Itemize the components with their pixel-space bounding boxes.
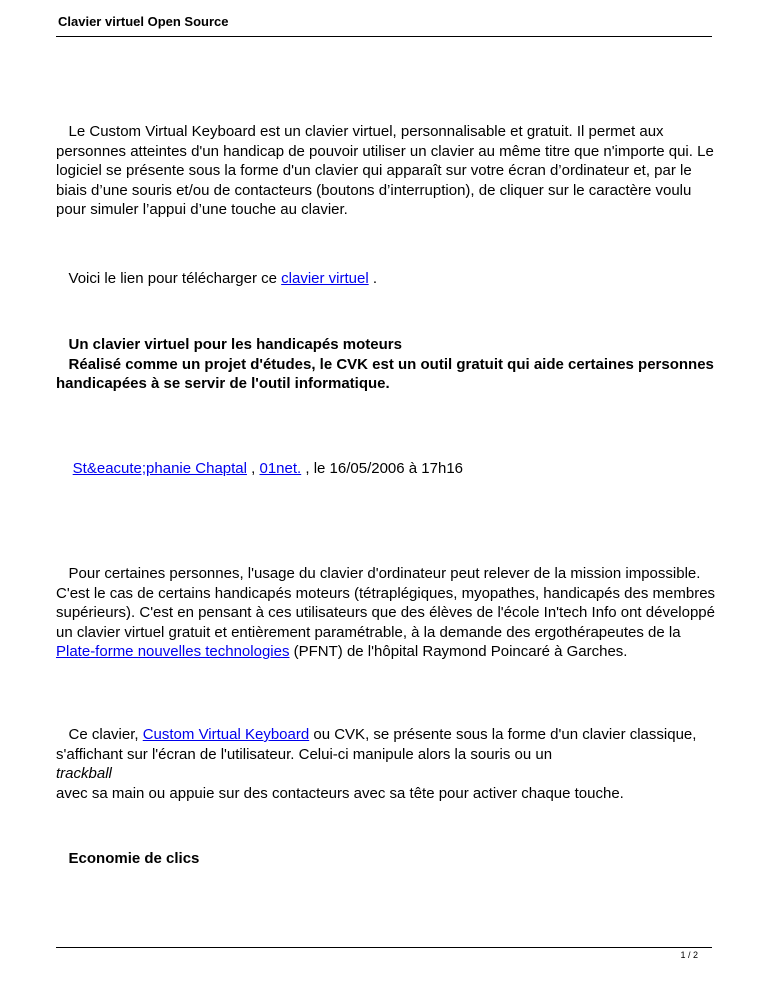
cvk-link[interactable]: Custom Virtual Keyboard	[142, 726, 310, 743]
paragraph-2	[56, 725, 716, 803]
article-lead: Réalisé comme un projet d'études, le CVK est un outil gratuit qui aide certaines personnes handicapées à se servir de l'outil informatique.	[56, 355, 714, 392]
page-number: 1 / 2	[680, 950, 698, 960]
paragraph-2-prefix: Ce clavier,	[68, 726, 143, 743]
article-heading	[56, 335, 716, 394]
intro-paragraph	[56, 122, 716, 220]
paragraph-1-text: Pour certaines personnes, l'usage du clavier d'ordinateur peut relever de la mission impossible. C'est le cas de certains handicapés moteurs (tétraplégiques, myopathes, handicapés des membres supérieurs). C'est en pensant à ces utilisateurs que des élèves de l'école In'tech Info ont développé un clavier virtuel gratuit et entièrement paramétrable, à la demande des ergothérapeutes de la	[56, 565, 716, 641]
pfnt-link[interactable]: Plate-forme nouvelles technologies	[56, 643, 290, 660]
paragraph-2-mid: ou CVK, se présente sous la forme d'un clavier classique, s'affichant sur l'écran de l'utilisateur. Celui-ci manipule alors la souris ou un	[56, 726, 697, 763]
paragraph-1-suffix: (PFNT) de l'hôpital Raymond Poincaré à Garches.	[289, 643, 628, 660]
byline	[56, 459, 716, 479]
page-header	[56, 14, 712, 37]
page-header-title: Clavier virtuel Open Source	[58, 14, 229, 29]
author-link[interactable]: St&eacute;phanie Chaptal	[72, 460, 247, 477]
byline-separator: ,	[246, 460, 260, 477]
download-link[interactable]: clavier virtuel	[281, 270, 369, 287]
section-heading	[56, 849, 716, 869]
download-suffix: .	[368, 270, 378, 287]
byline-date: , le 16/05/2006 à 17h16	[301, 460, 464, 477]
paragraph-1	[56, 564, 716, 662]
intro-text: Le Custom Virtual Keyboard est un clavier virtuel, personnalisable et gratuit. Il permet aux personnes atteintes d'un handicap de pouvoir utiliser un clavier au même titre que n'importe qui. Le logiciel se présente sous la forme d'un clavier qui apparaît sur votre écran d’ordinateur et, par le biais d’une souris et/ou de contacteurs (boutons d’interruption), de cliquer sur le caractère voulu pour simuler l’appui d’une touche au clavier.	[56, 123, 714, 218]
download-prefix: Voici le lien pour télécharger ce	[68, 270, 282, 287]
section-title: Economie de clics	[68, 850, 200, 867]
article-title: Un clavier virtuel pour les handicapés moteurs	[68, 336, 402, 353]
source-link[interactable]: 01net.	[259, 460, 302, 477]
paragraph-2-suffix: avec sa main ou appuie sur des contacteurs avec sa tête pour activer chaque touche.	[56, 784, 624, 802]
trackball-term: trackball	[56, 765, 112, 782]
page-footer	[56, 947, 712, 960]
download-paragraph	[56, 269, 716, 289]
